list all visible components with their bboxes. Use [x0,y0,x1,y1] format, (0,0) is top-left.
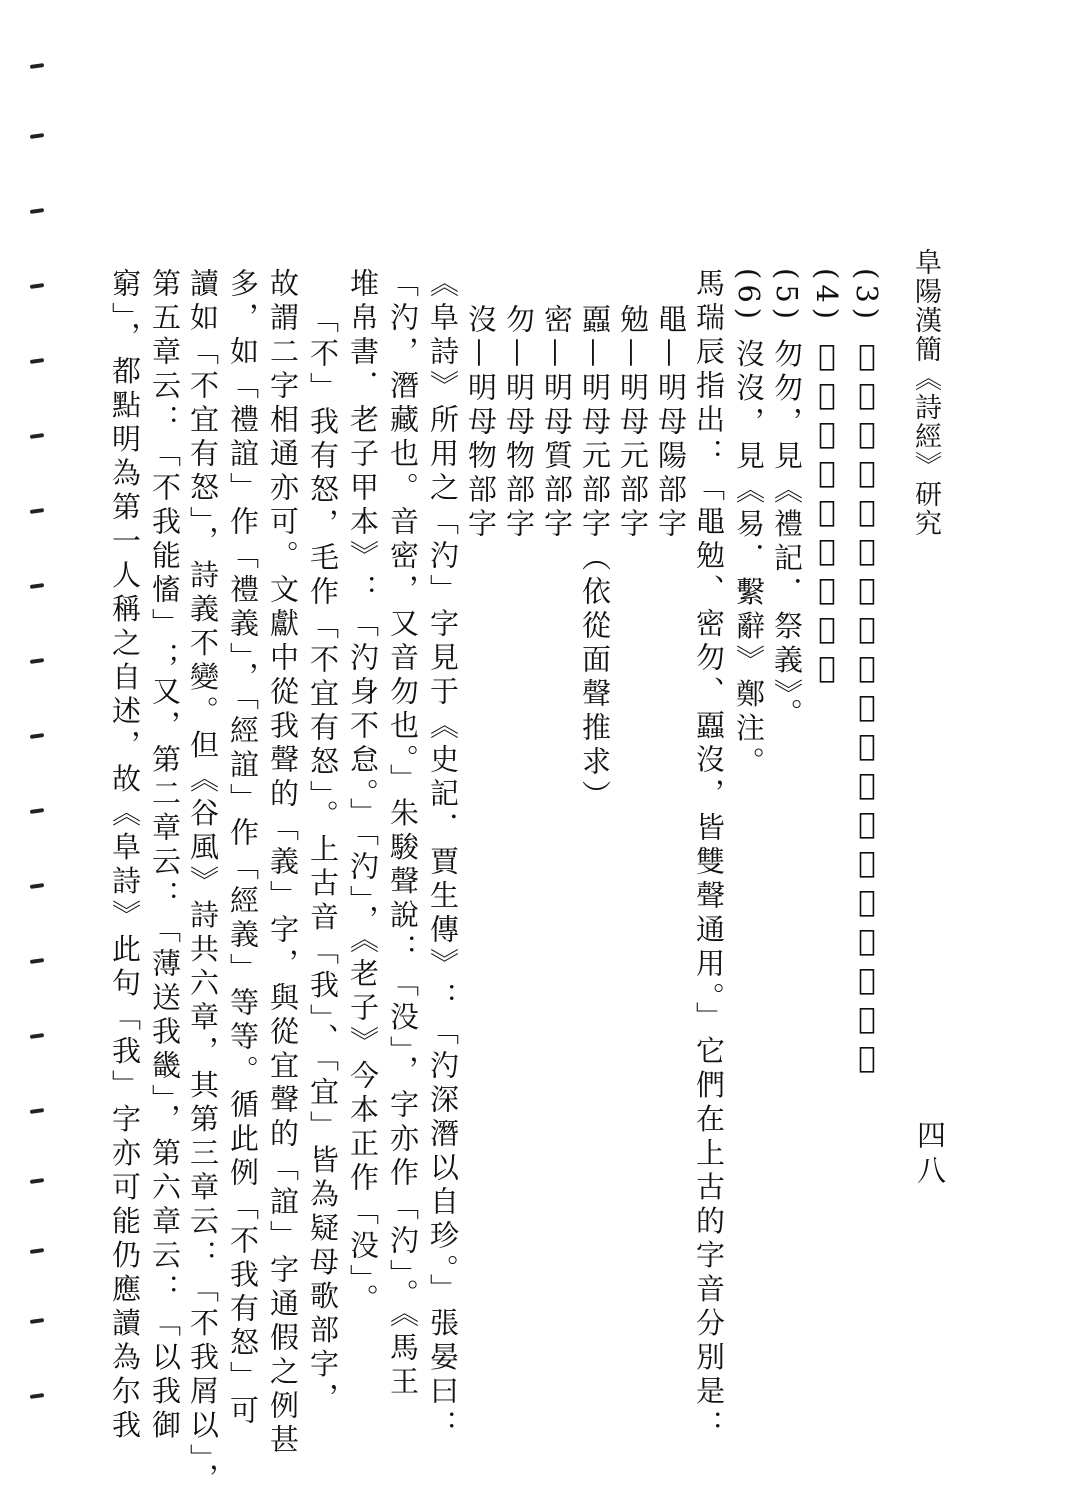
binder-mark [30,1393,44,1399]
binder-mark [30,1248,44,1254]
binder-mark [30,1033,44,1039]
phonetic-list-item: 沒—明母物部字 [464,304,498,542]
binder-mark [30,733,44,739]
binder-mark [30,63,44,69]
binder-mark [30,958,44,964]
footnote-5: (5) 勿勿，見《禮記．祭義》。 [770,268,804,732]
phonetic-list-item: 勿—明母物部字 [502,304,536,542]
paragraph-line: 多，如「禮誼」作「禮義」，「經誼」作「經義」等等。循此例「不我有怒」可 [226,268,260,1429]
footnote-4: (4) 𧕀沒，見《玉篇》。 [810,268,844,690]
phonetic-list-item: 密—明母質部字 [540,304,574,542]
paragraph-line: 窮」，都點明為第一人稱之自述，故《阜詩》此句「我」字亦可能仍應讀為尔我 [108,268,142,1444]
footnote-6: (6) 沒沒，見《易．繫辭》鄭注。 [732,268,766,781]
paragraph-line: 「汋，潛藏也。音密，又音勿也。」朱駿聲說：「没」，字亦作「汋」。《馬王 [386,268,420,1400]
paragraph-line: 堆帛書．老子甲本》：「汋身不怠。」「汋」，《老子》今本正作「没」。 [346,268,380,1318]
paragraph-line: 「不」我有怒，毛作「不宜有怒」。上古音「我」、「宜」皆為疑母歌部字， [306,304,340,1417]
paragraph-line: 第五章云：「不我能慉」；又，第二章云：「薄送我畿」，第六章云：「以我御 [148,268,182,1444]
paragraph-line: 讀如「不宜有怒」，詩義不變。但《谷風》詩共六章，其第三章云：「不我屑以」， [186,268,220,1497]
page-number: 四八 [913,1120,947,1190]
binder-mark [30,658,44,664]
binder-mark [30,433,44,439]
binder-mark [30,283,44,289]
paragraph-line: 馬瑞辰指出：「黽勉、密勿、蠠沒，皆雙聲通用。」它們在上古的字音分別是： [692,268,726,1444]
binder-mark [30,1318,44,1324]
binder-mark [30,1108,44,1114]
binder-mark [30,1178,44,1184]
phonetic-list-item: 蠠—明母元部字（依從面聲推求） [578,304,612,814]
paragraph-line: 《阜詩》所用之「汋」字見于《史記．賈生傳》：「汋深潛以自珍。」張晏曰： [426,268,460,1444]
binder-mark [30,808,44,814]
binder-mark [30,133,44,139]
phonetic-list-item: 勉—明母元部字 [616,304,650,542]
phonetic-list-item: 黽—明母陽部字 [654,304,688,542]
footnote-3: (3) 𧕀沒，見《爾雅釋文》，「𧕀」，古蠠字。 [850,268,884,1080]
binder-mark [30,208,44,214]
binder-mark [30,583,44,589]
binder-mark [30,508,44,514]
running-header: 阜陽漢簡《詩經》研究 [910,248,941,538]
paragraph-line: 故謂二字相通亦可。文獻中從我聲的「義」字，與從宜聲的「誼」字通假之例甚 [266,268,300,1458]
binder-mark [30,358,44,364]
binder-mark [30,883,44,889]
